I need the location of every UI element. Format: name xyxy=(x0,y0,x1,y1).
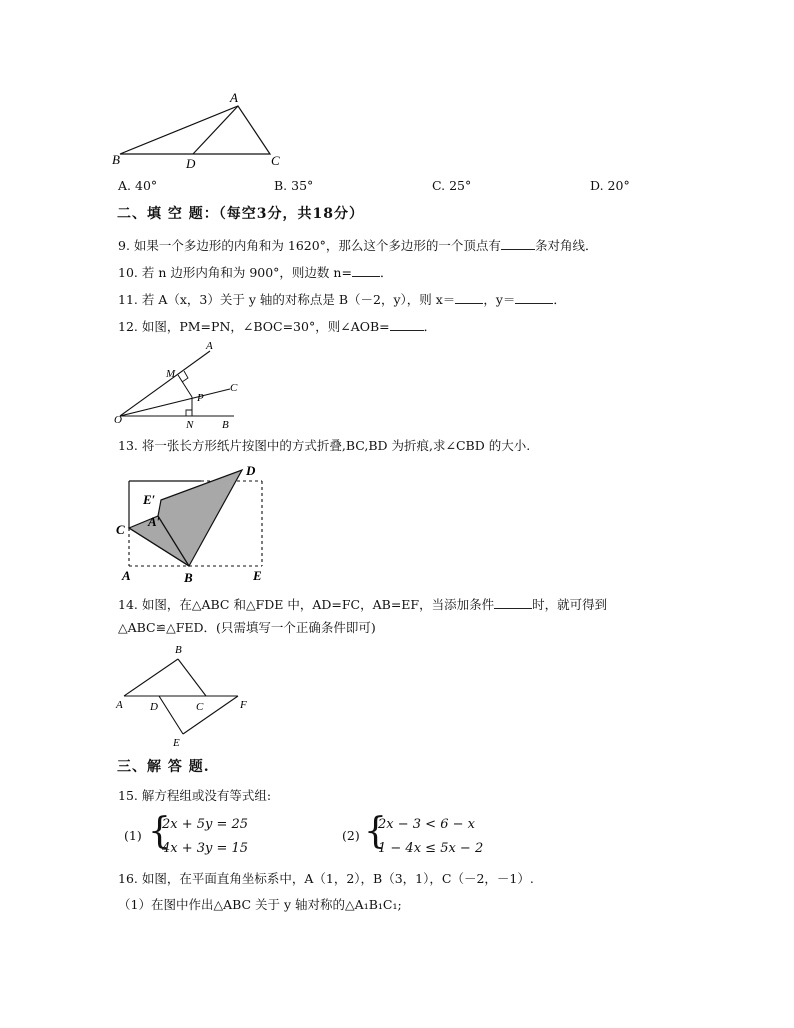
q15-part1-eq2: 4x + 3y = 15 xyxy=(162,841,249,856)
question-16-part1: （1）在图中作出△ABC 关于 y 轴对称的△A₁B₁C₁; xyxy=(118,897,402,912)
label-D: D xyxy=(246,463,256,478)
label-B: B xyxy=(175,644,182,656)
angle-bisector-figure xyxy=(112,335,242,431)
label-A: A xyxy=(116,699,123,711)
question-9: 9. 如果一个多边形的内角和为 1620°，那么这个多边形的一个顶点有 条对角线． xyxy=(118,238,598,253)
choice-b: B. 35° xyxy=(274,178,314,193)
label-B: B xyxy=(112,152,120,167)
folded-paper-figure xyxy=(112,458,274,586)
question-12: 12. 如图，PM=PN，∠BOC=30°，则∠AOB= ． xyxy=(118,319,437,334)
question-15: 15. 解方程组或没有等式组: xyxy=(118,788,272,803)
label-D: D xyxy=(150,701,158,713)
label-A: A xyxy=(122,568,131,583)
q15-part1-brace: { xyxy=(148,811,171,852)
label-A: A xyxy=(230,90,238,105)
question-14: 14. 如图，在△ABC 和△FDE 中，AD=FC，AB=EF，当添加条件 时，就可得到 xyxy=(118,597,608,612)
label-C: C xyxy=(116,522,125,537)
question-16: 16. 如图，在平面直角坐标系中，A（1，2），B（3，1），C（－2，－1）. xyxy=(118,871,534,886)
label-F: F xyxy=(240,699,247,711)
label-B: B xyxy=(222,419,229,431)
section-3-title: 三、解 答 题. xyxy=(117,759,210,775)
triangle-figure xyxy=(110,88,290,172)
label-E: E xyxy=(173,737,180,749)
section-2-title: 二、填 空 题：（每空3分，共18分） xyxy=(117,206,364,222)
q15-part2-eq1: 2x − 3 < 6 − x xyxy=(378,817,475,832)
label-E-prime: E′ xyxy=(143,492,156,507)
q15-part1-label: (1) xyxy=(124,828,142,843)
question-13: 13. 将一张长方形纸片按图中的方式折叠,BC,BD 为折痕,求∠CBD 的大小. xyxy=(118,438,531,453)
choice-c: C. 25° xyxy=(432,178,472,193)
choice-d: D. 20° xyxy=(590,178,630,193)
congruent-triangles-figure xyxy=(112,640,257,752)
label-D: D xyxy=(186,156,196,171)
question-14-line2: △ABC≌△FED．(只需填写一个正确条件即可) xyxy=(118,620,376,635)
label-O: O xyxy=(114,414,122,426)
label-P: P xyxy=(197,392,204,404)
label-A: A xyxy=(206,340,213,352)
choice-a: A. 40° xyxy=(118,178,158,193)
label-A-prime: A′ xyxy=(148,514,161,529)
q15-part2-eq2: 1 − 4x ≤ 5x − 2 xyxy=(378,841,484,856)
label-E: E xyxy=(253,568,262,583)
question-10: 10. 若 n 边形内角和为 900°，则边数 n= ． xyxy=(118,265,393,280)
question-11: 11. 若 A（x，3）关于 y 轴的对称点是 B（－2，y），则 x＝ ，y＝ ． xyxy=(118,292,566,307)
q15-part2-brace: { xyxy=(364,811,387,852)
label-M: M xyxy=(166,368,176,380)
label-C: C xyxy=(196,701,204,713)
q15-part1-eq1: 2x + 5y = 25 xyxy=(162,817,249,832)
q15-part2-label: (2) xyxy=(342,828,360,843)
label-N: N xyxy=(186,419,194,431)
label-C: C xyxy=(271,153,280,168)
label-B: B xyxy=(184,570,193,585)
label-C: C xyxy=(230,382,238,394)
